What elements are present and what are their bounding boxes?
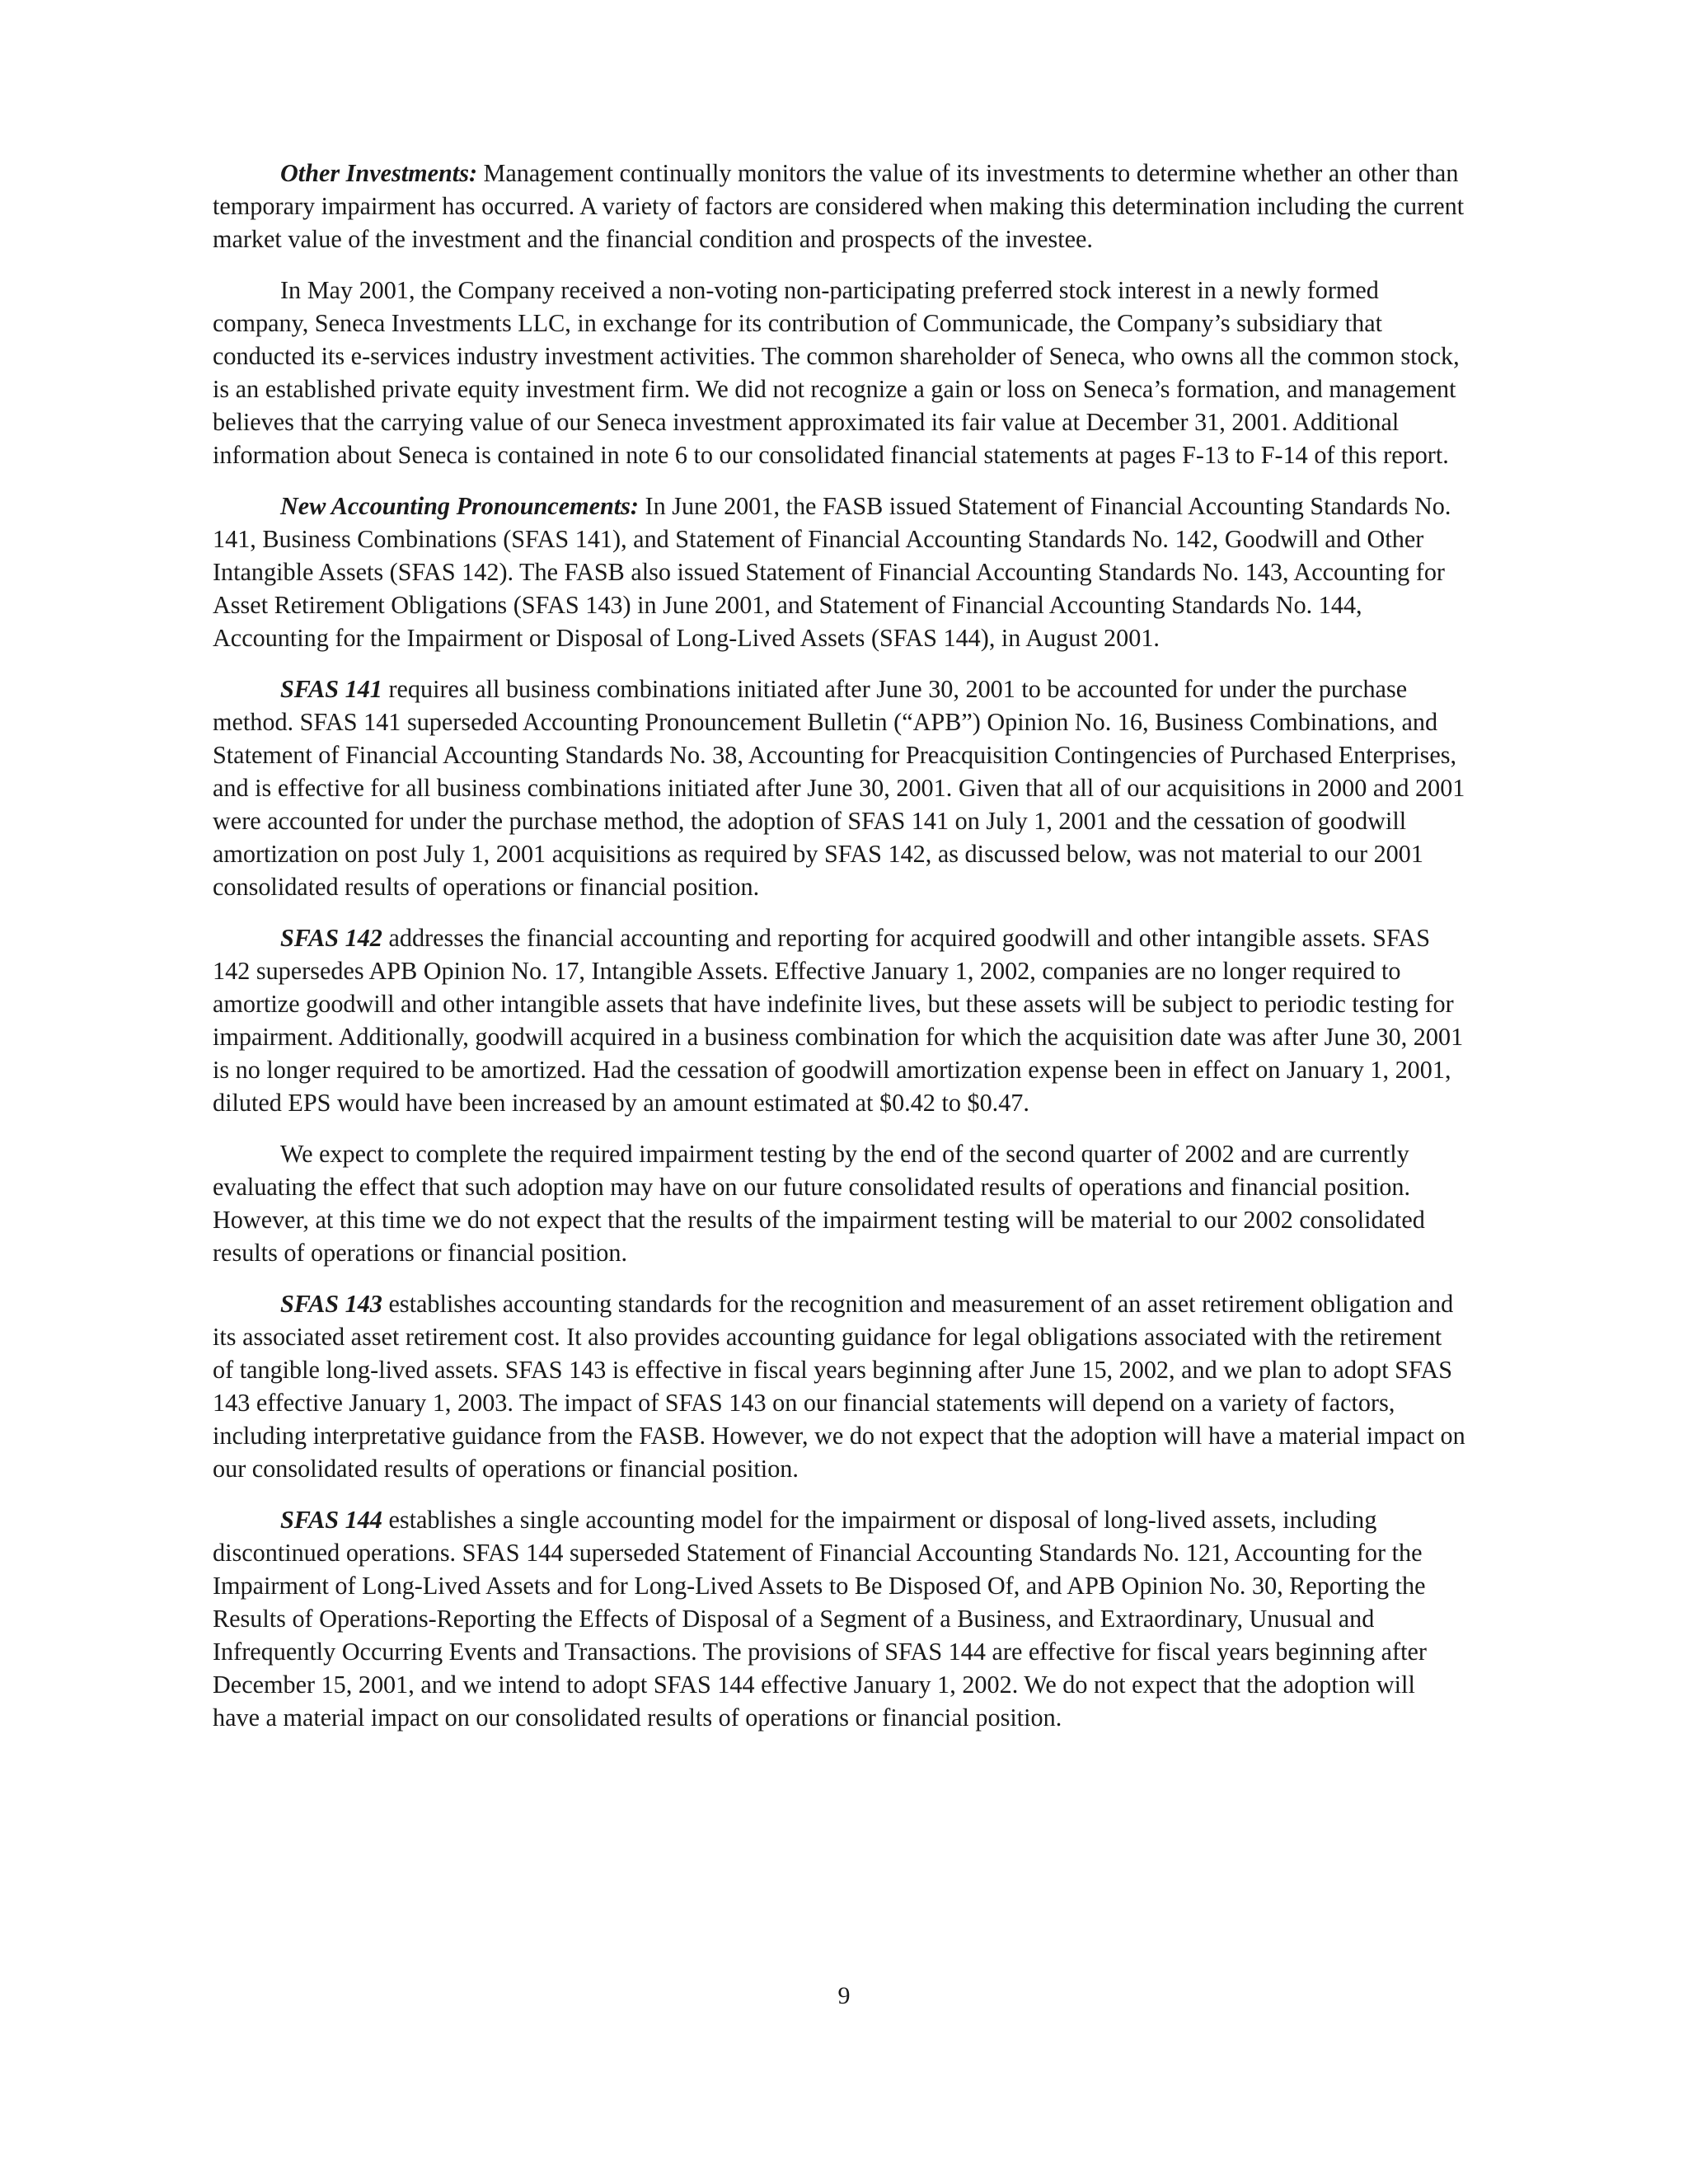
paragraph-text-new-accounting-pronouncements: In June 2001, the FASB issued Statement of Financial Accounting Standards No. 141, Business Combinations (SFAS 141), and Statement of Financial Accounting Standards No. 142, Goodwill and Other Intangible Assets (SFAS 142). The FASB also issued Statement of Financial Accounting Standards No. 143, Accounting for Asset Retirement Obligations (SFAS 143) in June 2001, and Statement of Financial Accounting Standards No. 144, Accounting for the Impairment or Disposal of Long-Lived Assets (SFAS 144), in August 2001. xyxy=(213,492,1451,652)
paragraph-heading-new-accounting-pronouncements: New Accounting Pronouncements: xyxy=(280,492,639,520)
paragraph-heading-other-investments: Other Investments: xyxy=(280,159,477,187)
page-number: 9 xyxy=(837,1982,851,2009)
paragraph-sfas-143 xyxy=(213,1287,1465,1485)
paragraph-heading-sfas-141: SFAS 141 xyxy=(280,675,382,703)
paragraph-text-sfas-144: establishes a single accounting model for the impairment or disposal of long-lived assets, including discontinued operations. SFAS 144 superseded Statement of Financial Accounting Standards No. 121, Accounting for the Impairment of Long-Lived Assets and for Long-Lived Assets to Be Disposed Of, and APB Opinion No. 30, Reporting the Results of Operations-Reporting the Effects of Disposal of a Segment of a Business, and Extraordinary, Unusual and Infrequently Occurring Events and Transactions. The provisions of SFAS 144 are effective for fiscal years beginning after December 15, 2001, and we intend to adopt SFAS 144 effective January 1, 2002. We do not expect that the adoption will have a material impact on our consolidated results of operations or financial position. xyxy=(213,1506,1427,1732)
paragraph-text-other-investments: Management continually monitors the value of its investments to determine whether an other than temporary impairment has occurred. A variety of factors are considered when making this determination including the current market value of the investment and the financial condition and prospects of the investee. xyxy=(213,159,1465,253)
paragraph-sfas-144 xyxy=(213,1503,1465,1734)
paragraph-text-sfas-141: requires all business combinations initiated after June 30, 2001 to be accounted for under the purchase method. SFAS 141 superseded Accounting Pronouncement Bulletin (“APB”) Opinion No. 16, Business Combinations, and Statement of Financial Accounting Standards No. 38, Accounting for Preacquisition Contingencies of Purchased Enterprises, and is effective for all business combinations initiated after June 30, 2001. Given that all of our acquisitions in 2000 and 2001 were accounted for under the purchase method, the adoption of SFAS 141 on July 1, 2001 and the cessation of goodwill amortization on post July 1, 2001 acquisitions as required by SFAS 142, as discussed below, was not material to our 2001 consolidated results of operations or financial position. xyxy=(213,675,1465,901)
paragraph-text-seneca: In May 2001, the Company received a non-voting non-participating preferred stock interest in a newly formed company, Seneca Investments LLC, in exchange for its contribution of Communicade, the Company’s subsidiary that conducted its e-services industry investment activities. The common shareholder of Seneca, who owns all the common stock, is an established private equity investment firm. We did not recognize a gain or loss on Seneca’s formation, and management believes that the carrying value of our Seneca investment approximated its fair value at December 31, 2001. Additional information about Seneca is contained in note 6 to our consolidated financial statements at pages F-13 to F-14 of this report. xyxy=(213,276,1460,469)
paragraph-seneca xyxy=(213,274,1465,471)
paragraph-new-accounting-pronouncements xyxy=(213,490,1465,654)
paragraph-heading-sfas-144: SFAS 144 xyxy=(280,1506,382,1534)
paragraph-text-sfas-142: addresses the financial accounting and reporting for acquired goodwill and other intangible assets. SFAS 142 supersedes APB Opinion No. 17, Intangible Assets. Effective January 1, 2002, companies are no longer required to amortize goodwill and other intangible assets that have indefinite lives, but these assets will be subject to periodic testing for impairment. Additionally, goodwill acquired in a business combination for which the acquisition date was after June 30, 2001 is no longer required to be amortized. Had the cessation of goodwill amortization expense been in effect on January 1, 2001, diluted EPS would have been increased by an amount estimated at $0.42 to $0.47. xyxy=(213,924,1464,1117)
paragraph-other-investments xyxy=(213,157,1465,255)
paragraph-sfas-141 xyxy=(213,673,1465,903)
paragraph-text-sfas-143: establishes accounting standards for the recognition and measurement of an asset retirement obligation and its associated asset retirement cost. It also provides accounting guidance for legal obligations associated with the retirement of tangible long-lived assets. SFAS 143 is effective in fiscal years beginning after June 15, 2002, and we plan to adopt SFAS 143 effective January 1, 2003. The impact of SFAS 143 on our financial statements will depend on a variety of factors, including interpretative guidance from the FASB. However, we do not expect that the adoption will have a material impact on our consolidated results of operations or financial position. xyxy=(213,1290,1465,1483)
paragraph-text-impairment-testing: We expect to complete the required impairment testing by the end of the second quarter of 2002 and are currently evaluating the effect that such adoption may have on our future consolidated results of operations and financial position. However, at this time we do not expect that the results of the impairment testing will be material to our 2002 consolidated results of operations or financial position. xyxy=(213,1140,1425,1267)
paragraph-sfas-142 xyxy=(213,921,1465,1119)
paragraph-heading-sfas-143: SFAS 143 xyxy=(280,1290,382,1318)
paragraph-impairment-testing xyxy=(213,1137,1465,1269)
document-body xyxy=(213,157,1465,1752)
paragraph-heading-sfas-142: SFAS 142 xyxy=(280,924,382,952)
